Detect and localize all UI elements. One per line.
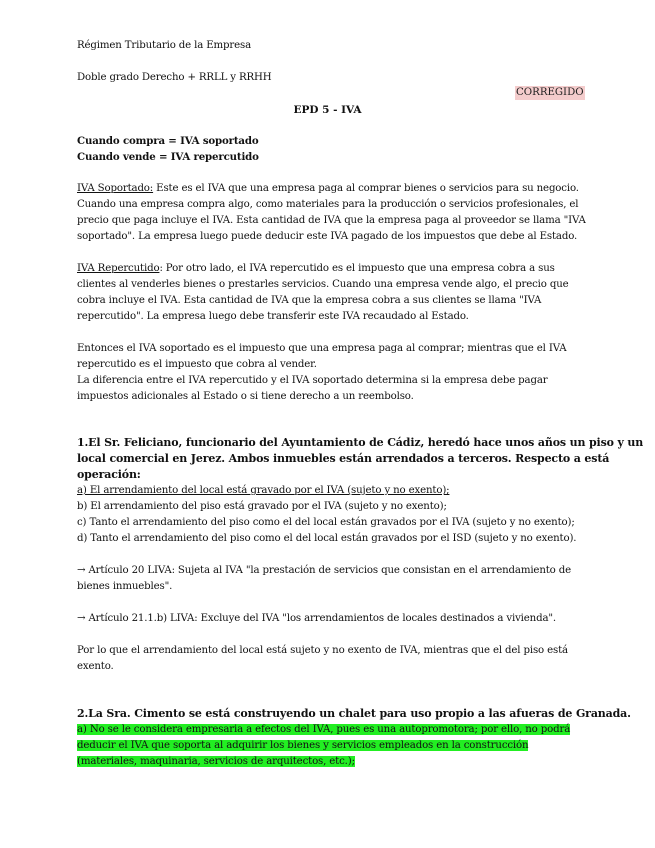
soportado-text: Este es el IVA que una empresa paga al comprar bienes o servicios para su negocio. bbox=[153, 183, 579, 194]
highlight-3: (materiales, maquinaria, servicios de arquitectos, etc.); bbox=[77, 756, 355, 767]
repercutido-line-2: clientes al venderles bienes o prestarles servicios. Cuando una empresa vende algo, el precio que bbox=[77, 279, 569, 290]
question-2-answer-line-1 bbox=[77, 722, 579, 738]
question-1-option-c: c) Tanto el arrendamiento del piso como el del local están gravados por el IVA (sujeto y no exento); bbox=[77, 517, 575, 528]
article-20-line-2: bienes inmuebles". bbox=[77, 581, 173, 592]
answer-1-line-2: exento. bbox=[77, 661, 114, 672]
soportado-line-3: precio que paga incluye el IVA. Esta cantidad de IVA que la empresa paga al proveedor se llama "IVA bbox=[77, 215, 586, 226]
question-2-answer-line-3 bbox=[77, 754, 579, 770]
question-1-option-b: b) El arrendamiento del piso está gravado por el IVA (sujeto y no exento); bbox=[77, 501, 447, 512]
soportado-line-2: Cuando una empresa compra algo, como materiales para la producción o servicios profesionales, el bbox=[77, 199, 579, 210]
question-1-line-3: operación: bbox=[77, 468, 141, 481]
summary-compra: Cuando compra = IVA soportado bbox=[77, 135, 259, 147]
repercutido-line-4: repercutido". La empresa luego debe transferir este IVA recaudado al Estado. bbox=[77, 311, 469, 322]
degree-line: Doble grado Derecho + RRLL y RRHH bbox=[77, 72, 272, 83]
conclusion-line-3: La diferencia entre el IVA repercutido y el IVA soportado determina si la empresa debe pagar bbox=[77, 375, 548, 386]
question-1-option-a: a) El arrendamiento del local está gravado por el IVA (sujeto y no exento); bbox=[77, 485, 450, 496]
soportado-term: IVA Soportado: bbox=[77, 183, 154, 194]
repercutido-line-1 bbox=[77, 261, 579, 277]
repercutido-text: : Por otro lado, el IVA repercutido es el impuesto que una empresa cobra a sus bbox=[159, 263, 555, 274]
conclusion-line-1: Entonces el IVA soportado es el impuesto que una empresa paga al comprar; mientras que el IVA bbox=[77, 343, 567, 354]
answer-1-line-1: Por lo que el arrendamiento del local está sujeto y no exento de IVA, mientras que el del piso está bbox=[77, 645, 568, 656]
question-2-line-1: 2.La Sra. Cimento se está construyendo un chalet para uso propio a las afueras de Granada. bbox=[77, 707, 631, 720]
repercutido-term: IVA Repercutido bbox=[77, 263, 160, 274]
question-1-option-d: d) Tanto el arrendamiento del piso como el del local están gravados por el ISD (sujeto y no exento). bbox=[77, 533, 577, 544]
highlight-2: deducir el IVA que soporta al adquirir los bienes y servicios empleados en la construcción bbox=[77, 740, 529, 751]
article-20-line-1: → Artículo 20 LIVA: Sujeta al IVA "la prestación de servicios que consistan en el arrendamiento de bbox=[77, 565, 571, 576]
soportado-line-4: soportado". La empresa luego puede deducir este IVA pagado de los impuestos que debe al Estado. bbox=[77, 231, 578, 242]
conclusion-line-2: repercutido es el impuesto que cobra al vender. bbox=[77, 359, 317, 370]
soportado-line-1 bbox=[77, 181, 579, 197]
highlight-1: a) No se le considera empresaria a efectos del IVA, pues es una autopromotora; por ello, no podrá bbox=[77, 724, 571, 735]
status-badge: CORREGIDO bbox=[516, 87, 584, 98]
question-1-line-1: 1.El Sr. Feliciano, funcionario del Ayuntamiento de Cádiz, heredó hace unos años un piso y un bbox=[77, 436, 644, 449]
question-1-line-2: local comercial en Jerez. Ambos inmuebles están arrendados a terceros. Respecto a está bbox=[77, 452, 610, 465]
subject-line: Régimen Tributario de la Empresa bbox=[77, 40, 252, 51]
page-title: EPD 5 - IVA bbox=[293, 104, 362, 116]
repercutido-line-3: cobra incluye el IVA. Esta cantidad de IVA que la empresa cobra a sus clientes se llama "IVA bbox=[77, 295, 542, 306]
article-21-line: → Artículo 21.1.b) LIVA: Excluye del IVA "los arrendamientos de locales destinados a vivienda". bbox=[77, 613, 556, 624]
question-2-answer-line-2 bbox=[77, 738, 579, 754]
summary-vende: Cuando vende = IVA repercutido bbox=[77, 151, 259, 163]
conclusion-line-4: impuestos adicionales al Estado o si tiene derecho a un reembolso. bbox=[77, 391, 414, 402]
